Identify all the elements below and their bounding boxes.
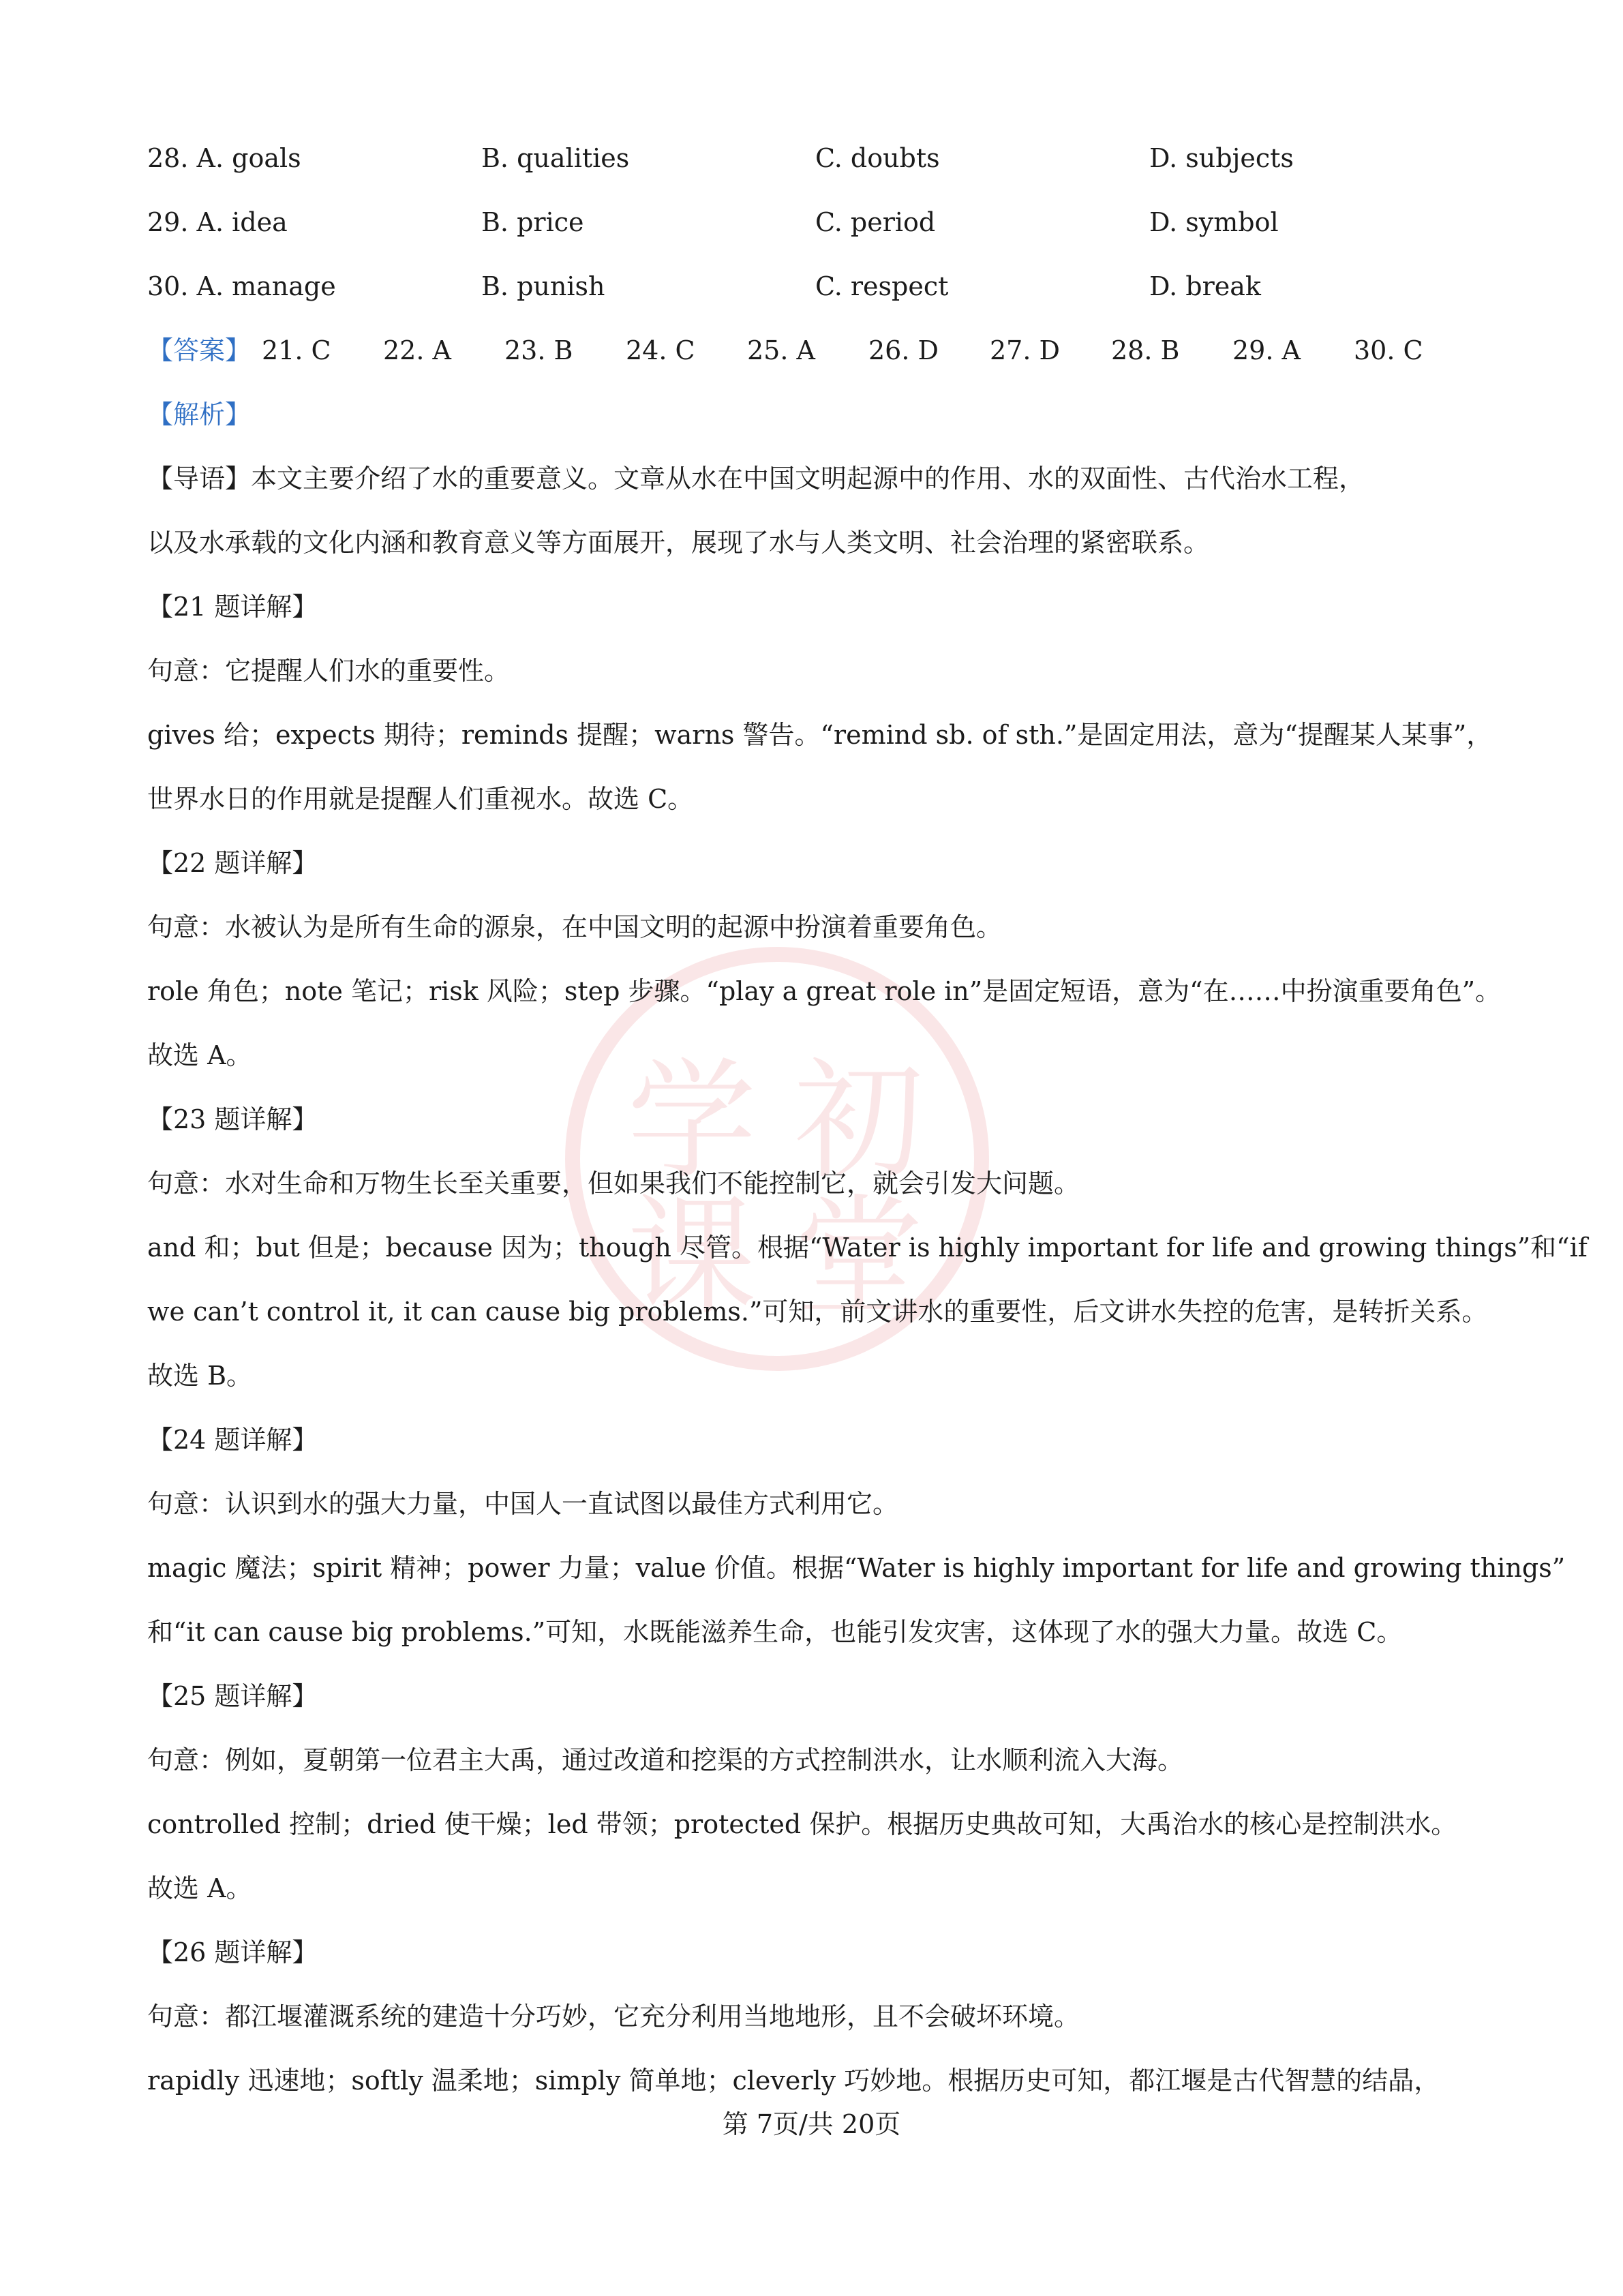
option-a: 28. A. goals <box>147 143 301 173</box>
watermark-char-1: 学 <box>626 1046 757 1196</box>
text-line: rapidly 迅速地；softly 温柔地；simply 简单地；cleverly 巧妙地。根据历史可知，都江堰是古代智慧的结晶， <box>147 2066 1440 2096</box>
answer-item: 24. C <box>626 335 695 365</box>
answer-item: 28. B <box>1111 335 1180 365</box>
answer-label: 【答案】 <box>147 335 252 365</box>
option-b: B. qualities <box>481 143 630 173</box>
watermark-char-3: 课 <box>626 1182 757 1333</box>
text-line: 世界水日的作用就是提醒人们重视水。故选 C。 <box>147 784 694 814</box>
option-c: C. period <box>815 207 936 237</box>
text-line: we can’t control it, it can cause big problems.”可知，前文讲水的重要性，后文讲水失控的危害，是转折关系。 <box>147 1297 1488 1327</box>
option-d: D. symbol <box>1149 207 1279 237</box>
section-heading-24: 【24 题详解】 <box>147 1425 318 1455</box>
section-heading-26: 【26 题详解】 <box>147 1937 318 1967</box>
text-line: 故选 B。 <box>147 1361 253 1391</box>
text-line: 故选 A。 <box>147 1873 252 1903</box>
answer-item: 27. D <box>990 335 1060 365</box>
section-heading-21: 【21 题详解】 <box>147 592 318 622</box>
text-line: 句意：例如，夏朝第一位君主大禹，通过改道和挖渠的方式控制洪水，让水顺利流入大海。 <box>147 1745 1184 1775</box>
text-line: 句意：认识到水的强大力量，中国人一直试图以最佳方式利用它。 <box>147 1489 899 1519</box>
answer-item: 25. A <box>747 335 815 365</box>
option-a: 29. A. idea <box>147 207 288 237</box>
section-heading-25: 【25 题详解】 <box>147 1681 318 1711</box>
answer-item: 26. D <box>868 335 939 365</box>
text-line: role 角色；note 笔记；risk 风险；step 步骤。“play a great role in”是固定短语，意为“在……中扮演重要角色”。 <box>147 976 1502 1006</box>
option-a: 30. A. manage <box>147 271 336 301</box>
text-line: 和“it can cause big problems.”可知，水既能滋养生命，也能引发灾害，这体现了水的强大力量。故选 C。 <box>147 1617 1403 1647</box>
option-c: C. doubts <box>815 143 940 173</box>
text-line: 句意：都江堰灌溉系统的建造十分巧妙，它充分利用当地地形，且不会破坏环境。 <box>147 2002 1080 2031</box>
text-line: 句意：水被认为是所有生命的源泉，在中国文明的起源中扮演着重要角色。 <box>147 912 1003 942</box>
section-heading-23: 【23 题详解】 <box>147 1104 318 1134</box>
option-b: B. punish <box>481 271 605 301</box>
intro-line: 【导语】本文主要介绍了水的重要意义。文章从水在中国文明起源中的作用、水的双面性、古代治水工程， <box>147 464 1365 494</box>
answer-item: 30. C <box>1354 335 1423 365</box>
option-d: D. subjects <box>1149 143 1294 173</box>
intro-line: 以及水承载的文化内涵和教育意义等方面展开，展现了水与人类文明、社会治理的紧密联系。 <box>147 528 1210 558</box>
answer-item: 23. B <box>504 335 573 365</box>
text-line: 句意：它提醒人们水的重要性。 <box>147 656 511 686</box>
watermark-char-4: 堂 <box>793 1182 924 1333</box>
text-line: and 和；but 但是；because 因为；though 尽管。根据“Water is highly important for life and growing things”和“if <box>147 1233 1588 1263</box>
answer-item: 21. C <box>262 335 331 365</box>
answer-item: 29. A <box>1232 335 1301 365</box>
option-b: B. price <box>481 207 584 237</box>
text-line: gives 给；expects 期待；reminds 提醒；warns 警告。“remind sb. of sth.”是固定用法，意为“提醒某人某事”， <box>147 720 1493 750</box>
page-number: 第 7页/共 20页 <box>722 2109 901 2139</box>
text-line: magic 魔法；spirit 精神；power 力量；value 价值。根据“Water is highly important for life and growing things” <box>147 1553 1566 1583</box>
text-line: 句意：水对生命和万物生长至关重要，但如果我们不能控制它，就会引发大问题。 <box>147 1168 1080 1198</box>
option-d: D. break <box>1149 271 1261 301</box>
watermark-char-2: 初 <box>793 1046 924 1196</box>
answer-item: 22. A <box>383 335 451 365</box>
option-c: C. respect <box>815 271 949 301</box>
text-line: 故选 A。 <box>147 1040 252 1070</box>
text-line: controlled 控制；dried 使干燥；led 带领；protected 保护。根据历史典故可知，大禹治水的核心是控制洪水。 <box>147 1809 1457 1839</box>
section-heading-22: 【22 题详解】 <box>147 848 318 878</box>
analysis-label: 【解析】 <box>147 399 252 429</box>
